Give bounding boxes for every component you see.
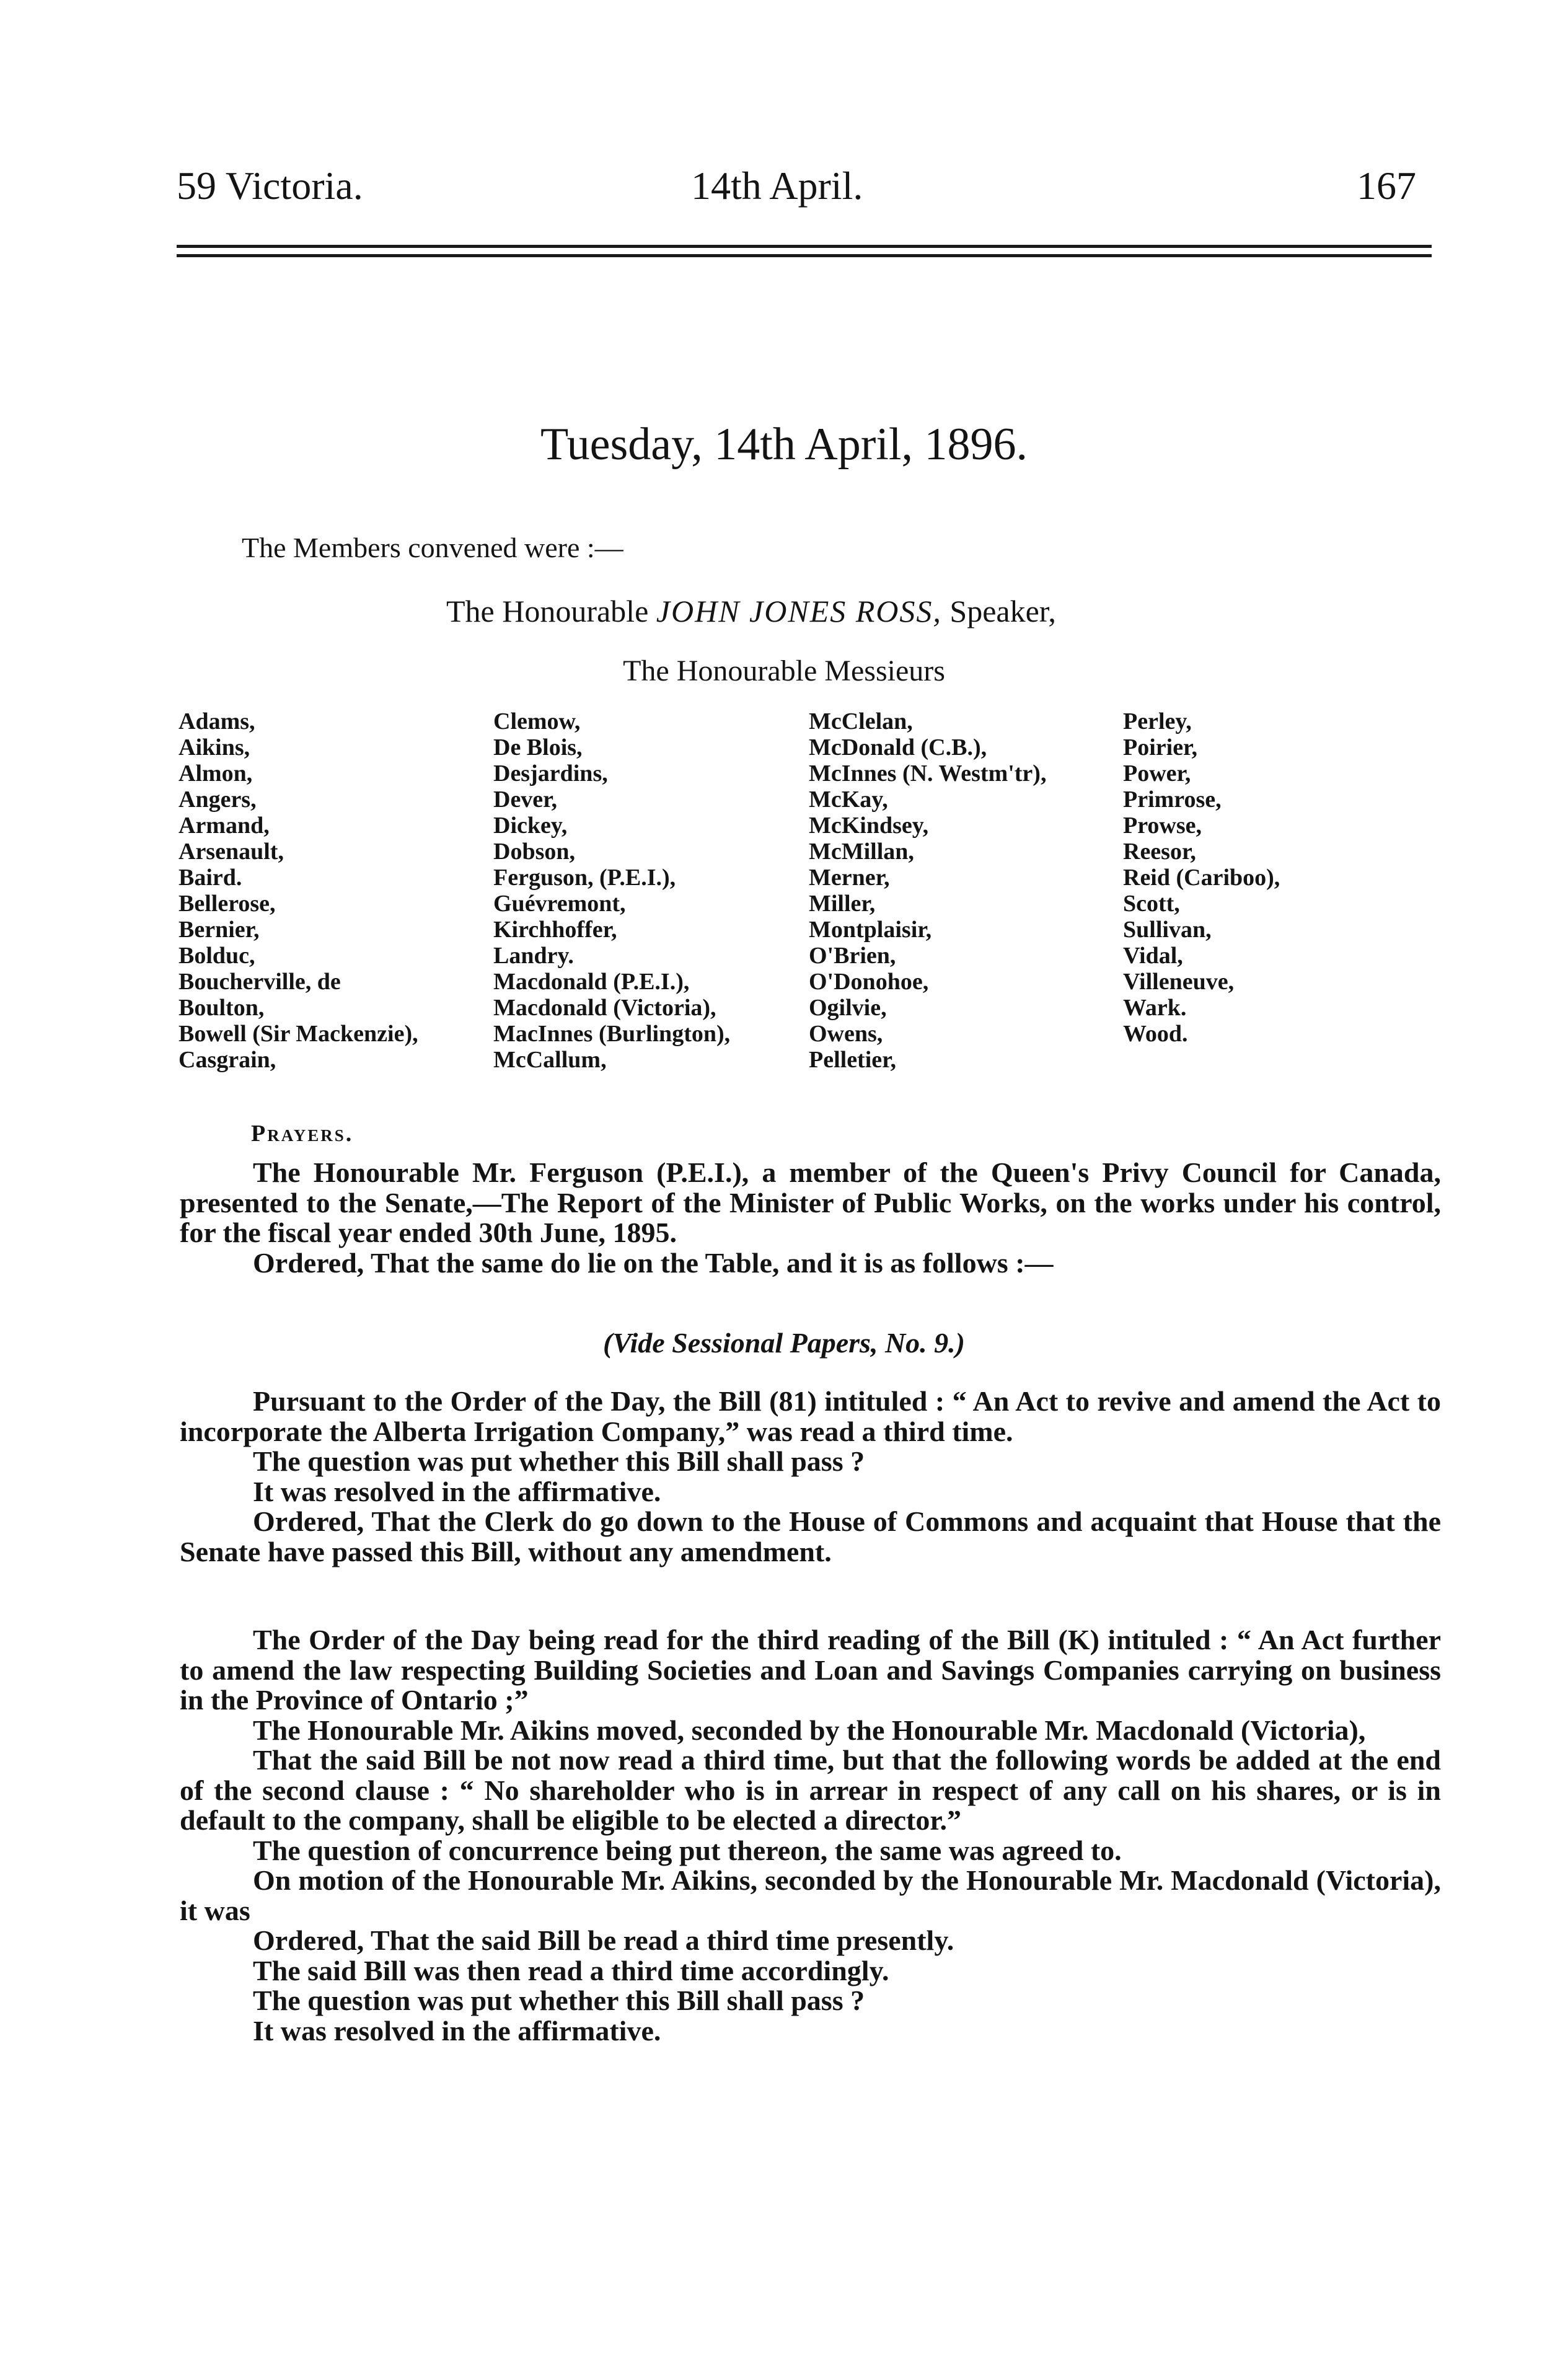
member-name: Pelletier, — [809, 1047, 897, 1073]
question-put-paragraph-2: The question was put whether this Bill shall pass ? — [253, 1985, 865, 2016]
members-column-4 — [1123, 708, 1280, 1047]
member-name: Desjardins, — [493, 760, 608, 787]
member-name: Baird. — [178, 865, 242, 891]
bill-81-third-reading-paragraph: Pursuant to the Order of the Day, the Bill (81) intituled : “ An Act to revive and amend the Act to incorporate the Alberta Irrigation Company,” was read a third time. — [180, 1385, 1441, 1447]
member-name: Ferguson, (P.E.I.), — [493, 865, 676, 891]
member-name: Primrose, — [1123, 787, 1222, 813]
member-name: Kirchhoffer, — [493, 917, 617, 943]
member-name: McKindsey, — [809, 813, 929, 839]
bill-81-entry — [180, 1386, 1441, 1567]
members-column-1 — [178, 708, 418, 1073]
clerk-to-commons-paragraph: Ordered, That the Clerk do go down to the House of Commons and acquaint that House that the Senate have passed this Bill, without any amendment. — [180, 1505, 1441, 1567]
speaker-prefix: The Honourable — [446, 594, 649, 628]
member-name: Scott, — [1123, 891, 1180, 917]
member-name: Armand, — [178, 813, 270, 839]
header-regnal-year: 59 Victoria. — [177, 164, 363, 208]
ordered-lie-on-table-paragraph: Ordered, That the same do lie on the Table, and it is as follows :— — [253, 1246, 1054, 1279]
vide-sessional-papers: (Vide Sessional Papers, No. 9.) — [603, 1327, 965, 1359]
header-double-rule — [177, 245, 1432, 260]
report-presented-paragraph: The Honourable Mr. Ferguson (P.E.I.), a member of the Queen's Privy Council for Canada, presented to the Senate,—The Report of the Minister of Public Works, on the works under his control, for the fiscal year ended 30th June, 1895. — [180, 1157, 1441, 1248]
ordered-third-time-paragraph: Ordered, That the said Bill be read a third time presently. — [253, 1924, 954, 1956]
member-name: De Blois, — [493, 734, 583, 760]
question-put-paragraph: The question was put whether this Bill shall pass ? — [253, 1445, 865, 1477]
bill-k-entry — [180, 1625, 1441, 2046]
member-name: McKay, — [809, 787, 888, 813]
member-name: Adams, — [178, 708, 255, 734]
member-name: Casgrain, — [178, 1047, 276, 1073]
member-name: Poirier, — [1123, 734, 1197, 760]
member-name: Vidal, — [1123, 943, 1183, 969]
member-name: Wark. — [1123, 995, 1187, 1021]
member-name: Guévremont, — [493, 891, 626, 917]
member-name: Reid (Cariboo), — [1123, 865, 1280, 891]
member-name: Arsenault, — [178, 839, 284, 865]
member-name: Bolduc, — [178, 943, 255, 969]
member-name: Dever, — [493, 787, 558, 813]
page-number: 167 — [1357, 164, 1416, 208]
members-column-3 — [809, 708, 1046, 1073]
prayers-heading: Prayers. — [251, 1121, 354, 1147]
member-name: Power, — [1123, 760, 1191, 787]
member-name: O'Donohoe, — [809, 969, 929, 995]
member-name: Miller, — [809, 891, 876, 917]
concurrence-paragraph: The question of concurrence being put thereon, the same was agreed to. — [253, 1834, 1122, 1866]
member-name: Clemow, — [493, 708, 581, 734]
member-name: Bowell (Sir Mackenzie), — [178, 1021, 418, 1047]
member-name: Wood. — [1123, 1021, 1188, 1047]
member-name: Aikins, — [178, 734, 250, 760]
member-name: Villeneuve, — [1123, 969, 1235, 995]
aikins-motion-paragraph: The Honourable Mr. Aikins moved, seconded by the Honourable Mr. Macdonald (Victoria), — [253, 1714, 1366, 1746]
member-name: Owens, — [809, 1021, 883, 1047]
public-works-report-entry — [180, 1158, 1441, 1278]
bill-k-order-paragraph: The Order of the Day being read for the third reading of the Bill (K) intituled : “ An Act further to amend the law respecting Building Societies and Loan and Savings Companies carrying on business in the Province of Ontario ;” — [180, 1624, 1441, 1716]
member-name: Perley, — [1123, 708, 1192, 734]
rule-line-top — [177, 245, 1432, 248]
header-date: 14th April. — [691, 164, 863, 208]
member-name: Boucherville, de — [178, 969, 341, 995]
member-name: Boulton, — [178, 995, 265, 1021]
member-name: McDonald (C.B.), — [809, 734, 987, 760]
member-name: Montplaisir, — [809, 917, 932, 943]
speaker-title: Speaker, — [949, 594, 1056, 628]
member-name: MacInnes (Burlington), — [493, 1021, 731, 1047]
member-name: Reesor, — [1123, 839, 1196, 865]
members-convened-heading: The Members convened were :— — [242, 532, 623, 563]
member-name: Macdonald (Victoria), — [493, 995, 716, 1021]
member-name: Merner, — [809, 865, 890, 891]
member-name: Bernier, — [178, 917, 260, 943]
member-name: Ogilvie, — [809, 995, 887, 1021]
member-name: Almon, — [178, 760, 253, 787]
member-name: Angers, — [178, 787, 257, 813]
member-name: Dobson, — [493, 839, 575, 865]
amendment-text-paragraph: That the said Bill be not now read a third time, but that the following words be added at the end of the second clause : “ No shareholder who is in arrear in respect of any call on his shares, or is in default to the company, shall be eligible to be elected a director.” — [180, 1744, 1441, 1836]
speaker-name: JOHN JONES ROSS, — [656, 594, 942, 628]
sitting-title: Tuesday, 14th April, 1896. — [540, 419, 1028, 470]
member-name: Bellerose, — [178, 891, 276, 917]
member-name: McInnes (N. Westm'tr), — [809, 760, 1047, 787]
member-name: Prowse, — [1123, 813, 1202, 839]
members-column-2 — [493, 708, 730, 1073]
resolved-affirmative-paragraph: It was resolved in the affirmative. — [253, 1475, 661, 1507]
member-name: Landry. — [493, 943, 574, 969]
member-name: Sullivan, — [1123, 917, 1212, 943]
messieurs-heading: The Honourable Messieurs — [623, 654, 945, 687]
rule-line-bottom — [177, 254, 1432, 257]
member-name: Dickey, — [493, 813, 568, 839]
speaker-line — [446, 593, 1056, 629]
member-name: McMillan, — [809, 839, 914, 865]
member-name: McCallum, — [493, 1047, 607, 1073]
motion-aikins-paragraph: On motion of the Honourable Mr. Aikins, seconded by the Honourable Mr. Macdonald (Victoria), it was — [180, 1864, 1441, 1926]
resolved-affirmative-paragraph-2: It was resolved in the affirmative. — [253, 2014, 661, 2047]
member-name: O'Brien, — [809, 943, 896, 969]
read-third-time-paragraph: The said Bill was then read a third time accordingly. — [253, 1954, 889, 1986]
member-name: McClelan, — [809, 708, 913, 734]
member-name: Macdonald (P.E.I.), — [493, 969, 690, 995]
